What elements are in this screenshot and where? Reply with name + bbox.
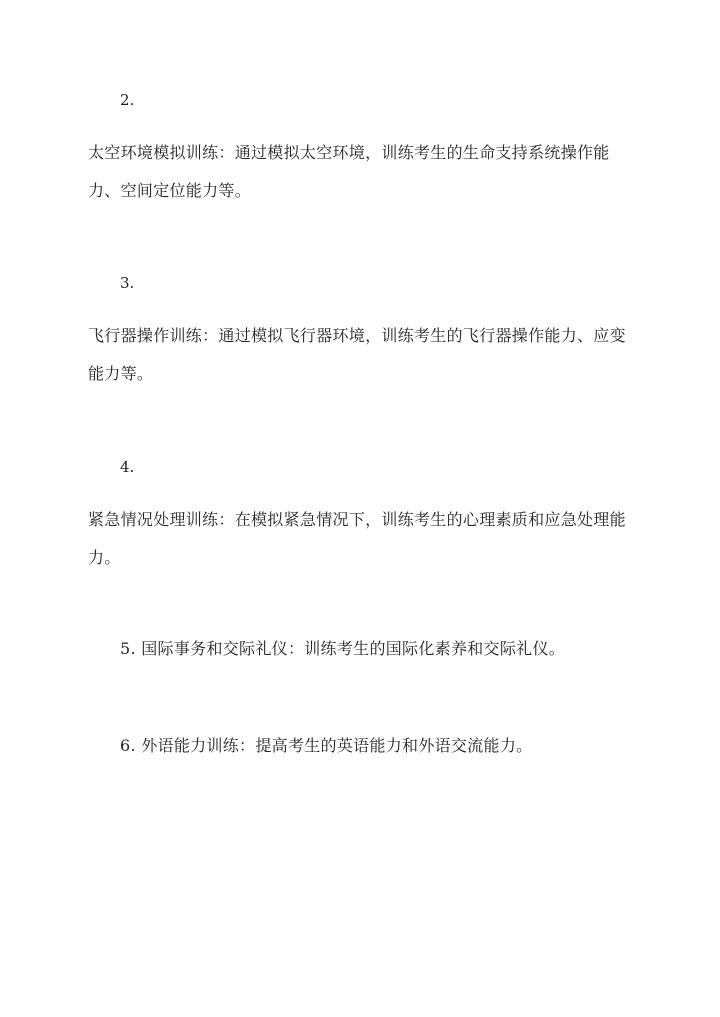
list-item [88, 638, 638, 660]
list-item [88, 273, 638, 393]
item-text: 太空环境模拟训练：通过模拟太空环境，训练考生的生命支持系统操作能力、空间定位能力等。 [88, 143, 610, 200]
item-text: 紧急情况处理训练：在模拟紧急情况下，训练考生的心理素质和应急处理能力。 [88, 510, 626, 567]
item-text: 5. 国际事务和交际礼仪：训练考生的国际化素养和交际礼仪。 [120, 639, 566, 658]
item-text: 飞行器操作训练：通过模拟飞行器环境，训练考生的飞行器操作能力、应变能力等。 [88, 326, 626, 383]
list-item [88, 90, 638, 210]
list-item [88, 457, 638, 577]
item-number: 2. [120, 91, 135, 109]
item-number: 3. [120, 274, 135, 292]
item-text: 6. 外语能力训练：提高考生的英语能力和外语交流能力。 [120, 736, 533, 755]
list-item [88, 735, 638, 757]
item-number: 4. [120, 458, 135, 476]
